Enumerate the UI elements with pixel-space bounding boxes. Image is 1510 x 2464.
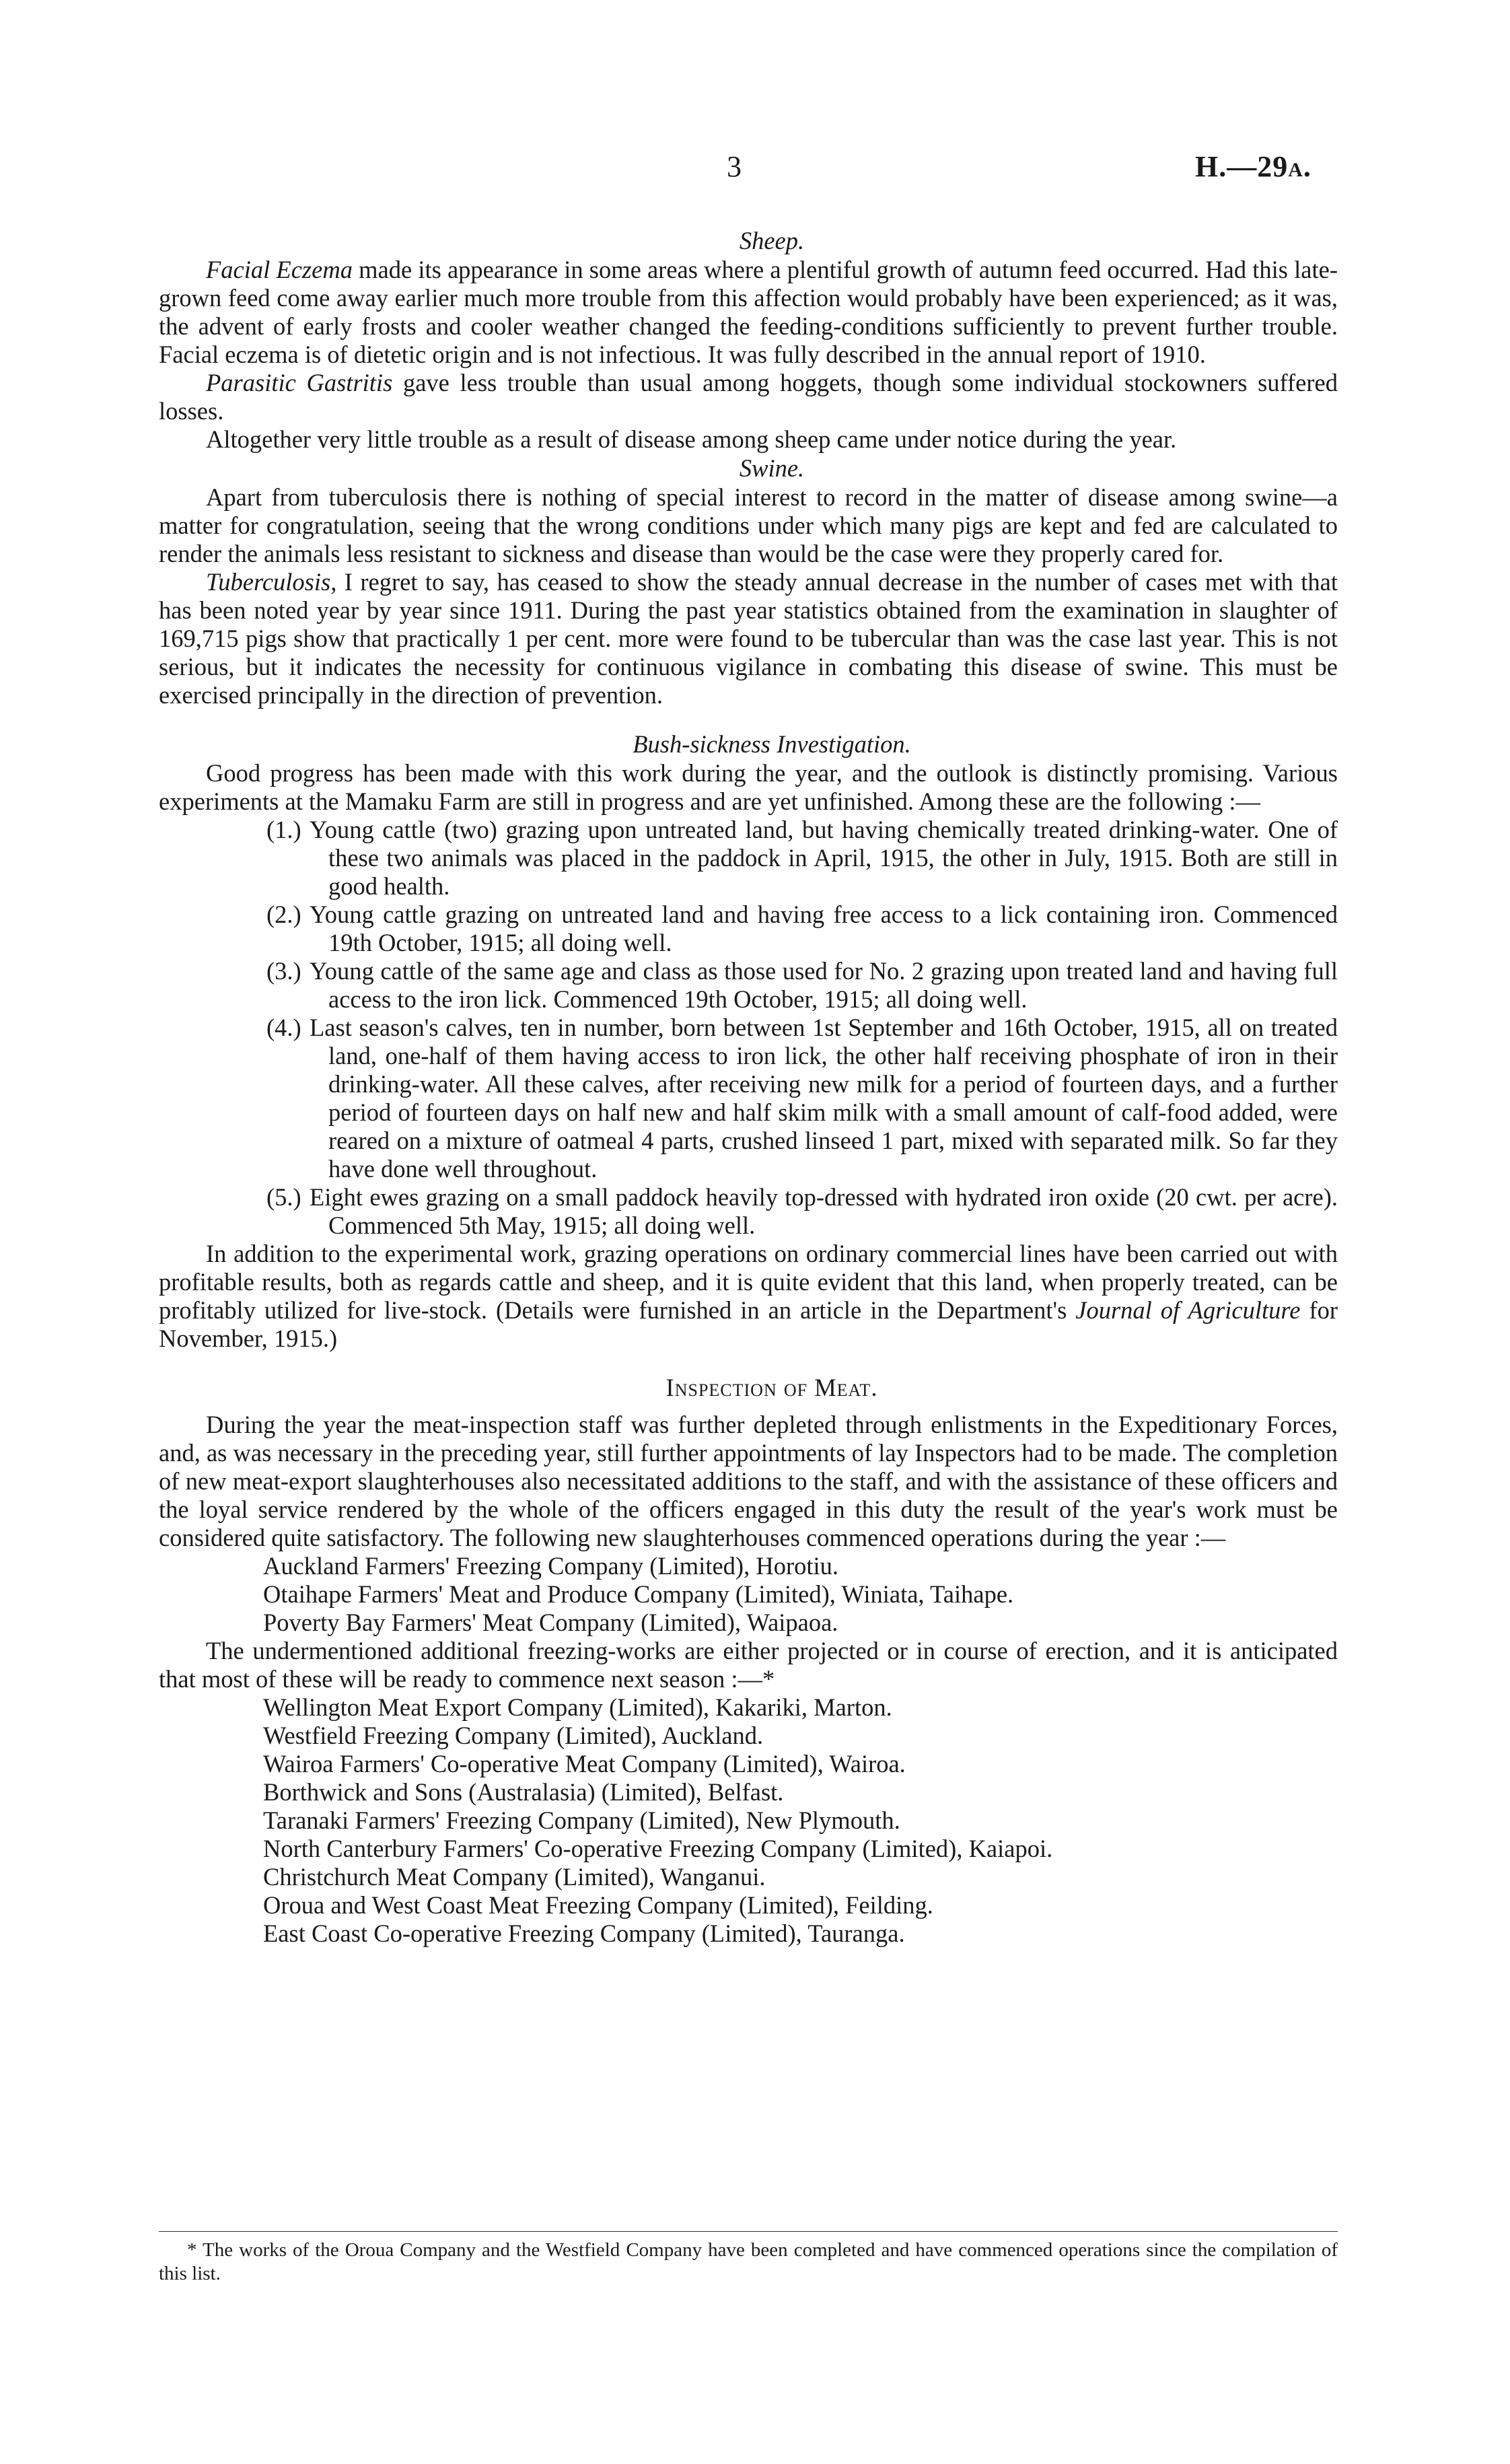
- list-item: Borthwick and Sons (Australasia) (Limited), Belfast.: [263, 1778, 784, 1806]
- item-number: (4.): [266, 1014, 301, 1041]
- list-item: Wellington Meat Export Company (Limited), Kakariki, Marton.: [263, 1693, 892, 1721]
- item-text: Eight ewes grazing on a small paddock heavily top-dressed with hydrated iron oxide (20 cwt. per acre). Commenced 5th May, 1915; all doing well.: [310, 1183, 1338, 1239]
- list-item: [159, 1183, 1338, 1240]
- item-text: Young cattle grazing on untreated land and having free access to a lick containing iron. Commenced 19th October, 1915; all doing well.: [310, 901, 1338, 956]
- list-item: [159, 901, 1338, 957]
- outro-text-a: In addition to the experimental work, grazing operations on ordinary commercial lines have been carried out with profitable results, both as regards cattle and sheep, and it is quite evident that this land, when properly treated, can be profitably utilized for live-stock. (Details were furnished in an article in the Department's: [159, 1240, 1338, 1324]
- item-number: (1.): [266, 816, 301, 843]
- item-number: (3.): [266, 957, 301, 985]
- list-item: Oroua and West Coast Meat Freezing Company (Limited), Feilding.: [263, 1891, 933, 1919]
- item-text: Young cattle (two) grazing upon untreated land, but having chemically treated drinking-water. One of these two animals was placed in the paddock in April, 1915, the other in July, 1915. Both are still in good health.: [310, 816, 1338, 900]
- list-item: Auckland Farmers' Freezing Company (Limited), Horotiu.: [263, 1552, 839, 1580]
- footnote-text: * The works of the Oroua Company and the Westfield Company have been completed and have commenced operations since the compilation of this list.: [159, 2239, 1338, 2284]
- list-item: Taranaki Farmers' Freezing Company (Limited), New Plymouth.: [263, 1806, 900, 1834]
- swine-paragraph-1: Apart from tuberculosis there is nothing of special interest to record in the matter of disease among swine—a matter for congratulation, seeing that the wrong conditions under which many pigs are kept and fed are calculated to render the animals less resistant to sickness and disease than would be the case were they properly cared for.: [159, 483, 1338, 567]
- reference-suffix: A: [1288, 159, 1303, 181]
- document-reference: H.—29A.: [1195, 150, 1311, 183]
- reference-main: H.—29: [1195, 150, 1289, 183]
- item-text: Young cattle of the same age and class as those used for No. 2 grazing upon treated land and having full access to the iron lick. Commenced 19th October, 1915; all doing well.: [310, 957, 1338, 1013]
- bush-sickness-heading: Bush-sickness Investigation.: [633, 730, 911, 758]
- swine-paragraph-2: [159, 568, 1338, 709]
- item-number: (2.): [266, 901, 301, 928]
- meat-inspection-heading: Inspection of Meat.: [666, 1374, 878, 1401]
- tuberculosis-term: Tuberculosis,: [206, 568, 337, 596]
- sheep-paragraph-2: [159, 369, 1338, 425]
- swine-heading: Swine.: [739, 454, 805, 482]
- list-item: East Coast Co-operative Freezing Company (Limited), Tauranga.: [263, 1920, 905, 1947]
- page-header: [0, 149, 1510, 197]
- page-number: 3: [727, 150, 742, 183]
- sheep-heading: Sheep.: [739, 227, 805, 254]
- list-item: [159, 816, 1338, 901]
- sheep-paragraph-2-text: gave less trouble than usual among hoggets, though some individual stockowners suffered losses.: [159, 369, 1338, 425]
- meat-paragraph-1: During the year the meat-inspection staff was further depleted through enlistments in the Expeditionary Forces, and, as was necessary in the preceding year, still further appointments of lay Inspectors had to be made. The completion of new meat-export slaughterhouses also necessitated additions to the staff, and with the assistance of these officers and the loyal service rendered by the whole of the officers engaged in this duty the result of the year's work must be considered quite satisfactory. The following new slaughterhouses commenced operations during the year :—: [159, 1411, 1338, 1551]
- list-item: Poverty Bay Farmers' Meat Company (Limited), Waipaoa.: [263, 1609, 838, 1636]
- freezing-works-list: [159, 1693, 1338, 1948]
- journal-title: Journal of Agriculture: [1075, 1296, 1301, 1324]
- sheep-paragraph-3: Altogether very little trouble as a result of disease among sheep came under notice during the year.: [206, 425, 1177, 453]
- sheep-paragraph-1-text: made its appearance in some areas where a plentiful growth of autumn feed occurred. Had this late-grown feed come away earlier much more trouble from this affection would probably have been experienced; as it was, the advent of early frosts and cooler weather changed the feeding-conditions sufficiently to prevent further trouble. Facial eczema is of dietetic origin and is not infectious. It was fully described in the annual report of 1910.: [159, 256, 1338, 368]
- experiment-list: [159, 816, 1338, 1240]
- slaughterhouse-list: [159, 1552, 1338, 1637]
- facial-eczema-term: Facial Eczema: [206, 256, 353, 283]
- meat-paragraph-2: The undermentioned additional freezing-works are either projected or in course of erection, and it is anticipated that most of these will be ready to commence next season :—*: [159, 1637, 1338, 1693]
- list-item: Westfield Freezing Company (Limited), Auckland.: [263, 1722, 764, 1749]
- outro-text-b: for November, 1915.): [159, 1296, 1338, 1352]
- list-item: [159, 1014, 1338, 1183]
- main-text: [159, 226, 1338, 1948]
- list-item: Wairoa Farmers' Co-operative Meat Company (Limited), Wairoa.: [263, 1750, 906, 1777]
- list-item: Otaihape Farmers' Meat and Produce Company (Limited), Winiata, Taihape.: [263, 1580, 1014, 1608]
- list-item: North Canterbury Farmers' Co-operative Freezing Company (Limited), Kaiapoi.: [263, 1835, 1053, 1862]
- list-item: Christchurch Meat Company (Limited), Wanganui.: [263, 1863, 766, 1891]
- parasitic-gastritis-term: Parasitic Gastritis: [206, 369, 393, 396]
- footnote: [159, 2239, 1338, 2286]
- sheep-paragraph-1: [159, 256, 1338, 369]
- bush-sickness-outro: [159, 1240, 1338, 1353]
- item-number: (5.): [266, 1183, 301, 1211]
- swine-paragraph-2-text: I regret to say, has ceased to show the steady annual decrease in the number of cases met with that has been noted year by year since 1911. During the past year statistics obtained from the examination in slaughter of 169,715 pigs show that practically 1 per cent. more were found to be tubercular than was the case last year. This is not serious, but it indicates the necessity for continuous vigilance in combating this disease of swine. This must be exercised principally in the direction of prevention.: [159, 568, 1338, 709]
- item-text: Last season's calves, ten in number, born between 1st September and 16th October, 1915, all on treated land, one-half of them having access to iron lick, the other half receiving phosphate of iron in their drinking-water. All these calves, after receiving new milk for a period of fourteen days, and a further period of fourteen days on half new and half skim milk with a small amount of calf-food added, were reared on a mixture of oatmeal 4 parts, crushed linseed 1 part, mixed with separated milk. So far they have done well throughout.: [310, 1014, 1338, 1183]
- footnote-divider: [159, 2231, 1338, 2232]
- list-item: [159, 957, 1338, 1014]
- bush-sickness-intro: Good progress has been made with this work during the year, and the outlook is distinctly promising. Various experiments at the Mamaku Farm are still in progress and are yet unfinished. Among these are the following :—: [159, 759, 1338, 815]
